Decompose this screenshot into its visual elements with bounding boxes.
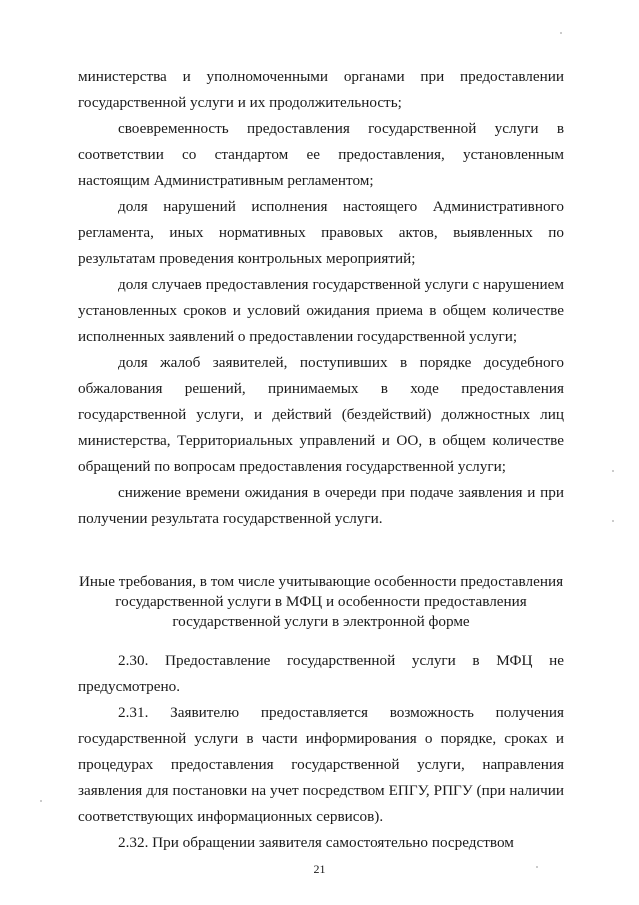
document-body bbox=[78, 64, 564, 856]
scan-speck bbox=[612, 520, 614, 522]
section-title: Иные требования, в том числе учитывающие особенности предоставления государственной услуги в МФЦ и особенности предоставления государственной услуги в электронной форме bbox=[78, 573, 564, 630]
paragraph: доля нарушений исполнения настоящего Административного регламента, иных нормативных правовых актов, выявленных по результатам проведения контрольных мероприятий; bbox=[78, 198, 564, 267]
paragraph: снижение времени ожидания в очереди при подаче заявления и при получении результата государственной услуги. bbox=[78, 484, 564, 527]
paragraph: министерства и уполномоченными органами при предоставлении государственной услуги и их продолжительность; bbox=[78, 68, 564, 111]
page-number: 21 bbox=[313, 862, 326, 876]
clause-2-31: 2.31. Заявителю предоставляется возможность получения государственной услуги в части информирования о порядке, сроках и процедурах предоставления государственной услуги, направления заявления для постановки на учет посредством ЕПГУ, РПГУ (при наличии соответствующих информационных сервисов). bbox=[78, 704, 564, 825]
scan-speck bbox=[40, 800, 42, 802]
scan-speck bbox=[612, 470, 614, 472]
paragraph: доля случаев предоставления государственной услуги с нарушением установленных сроков и условий ожидания приема в общем количестве исполненных заявлений о предоставлении государственной услуги; bbox=[78, 276, 564, 345]
clause-2-32: 2.32. При обращении заявителя самостоятельно посредством bbox=[118, 834, 514, 851]
clause-2-30: 2.30. Предоставление государственной услуги в МФЦ не предусмотрено. bbox=[78, 652, 564, 695]
scan-speck bbox=[560, 32, 562, 34]
paragraph: своевременность предоставления государственной услуги в соответствии со стандартом ее предоставления, установленным настоящим Административным регламентом; bbox=[78, 120, 564, 189]
paragraph: доля жалоб заявителей, поступивших в порядке досудебного обжалования решений, принимаемых в ходе предоставления государственной услуги, и действий (бездействий) должностных лиц министерства, Территориальных управлений и ОО, в общем количестве обращений по вопросам предоставления государственной услуги; bbox=[78, 354, 564, 475]
